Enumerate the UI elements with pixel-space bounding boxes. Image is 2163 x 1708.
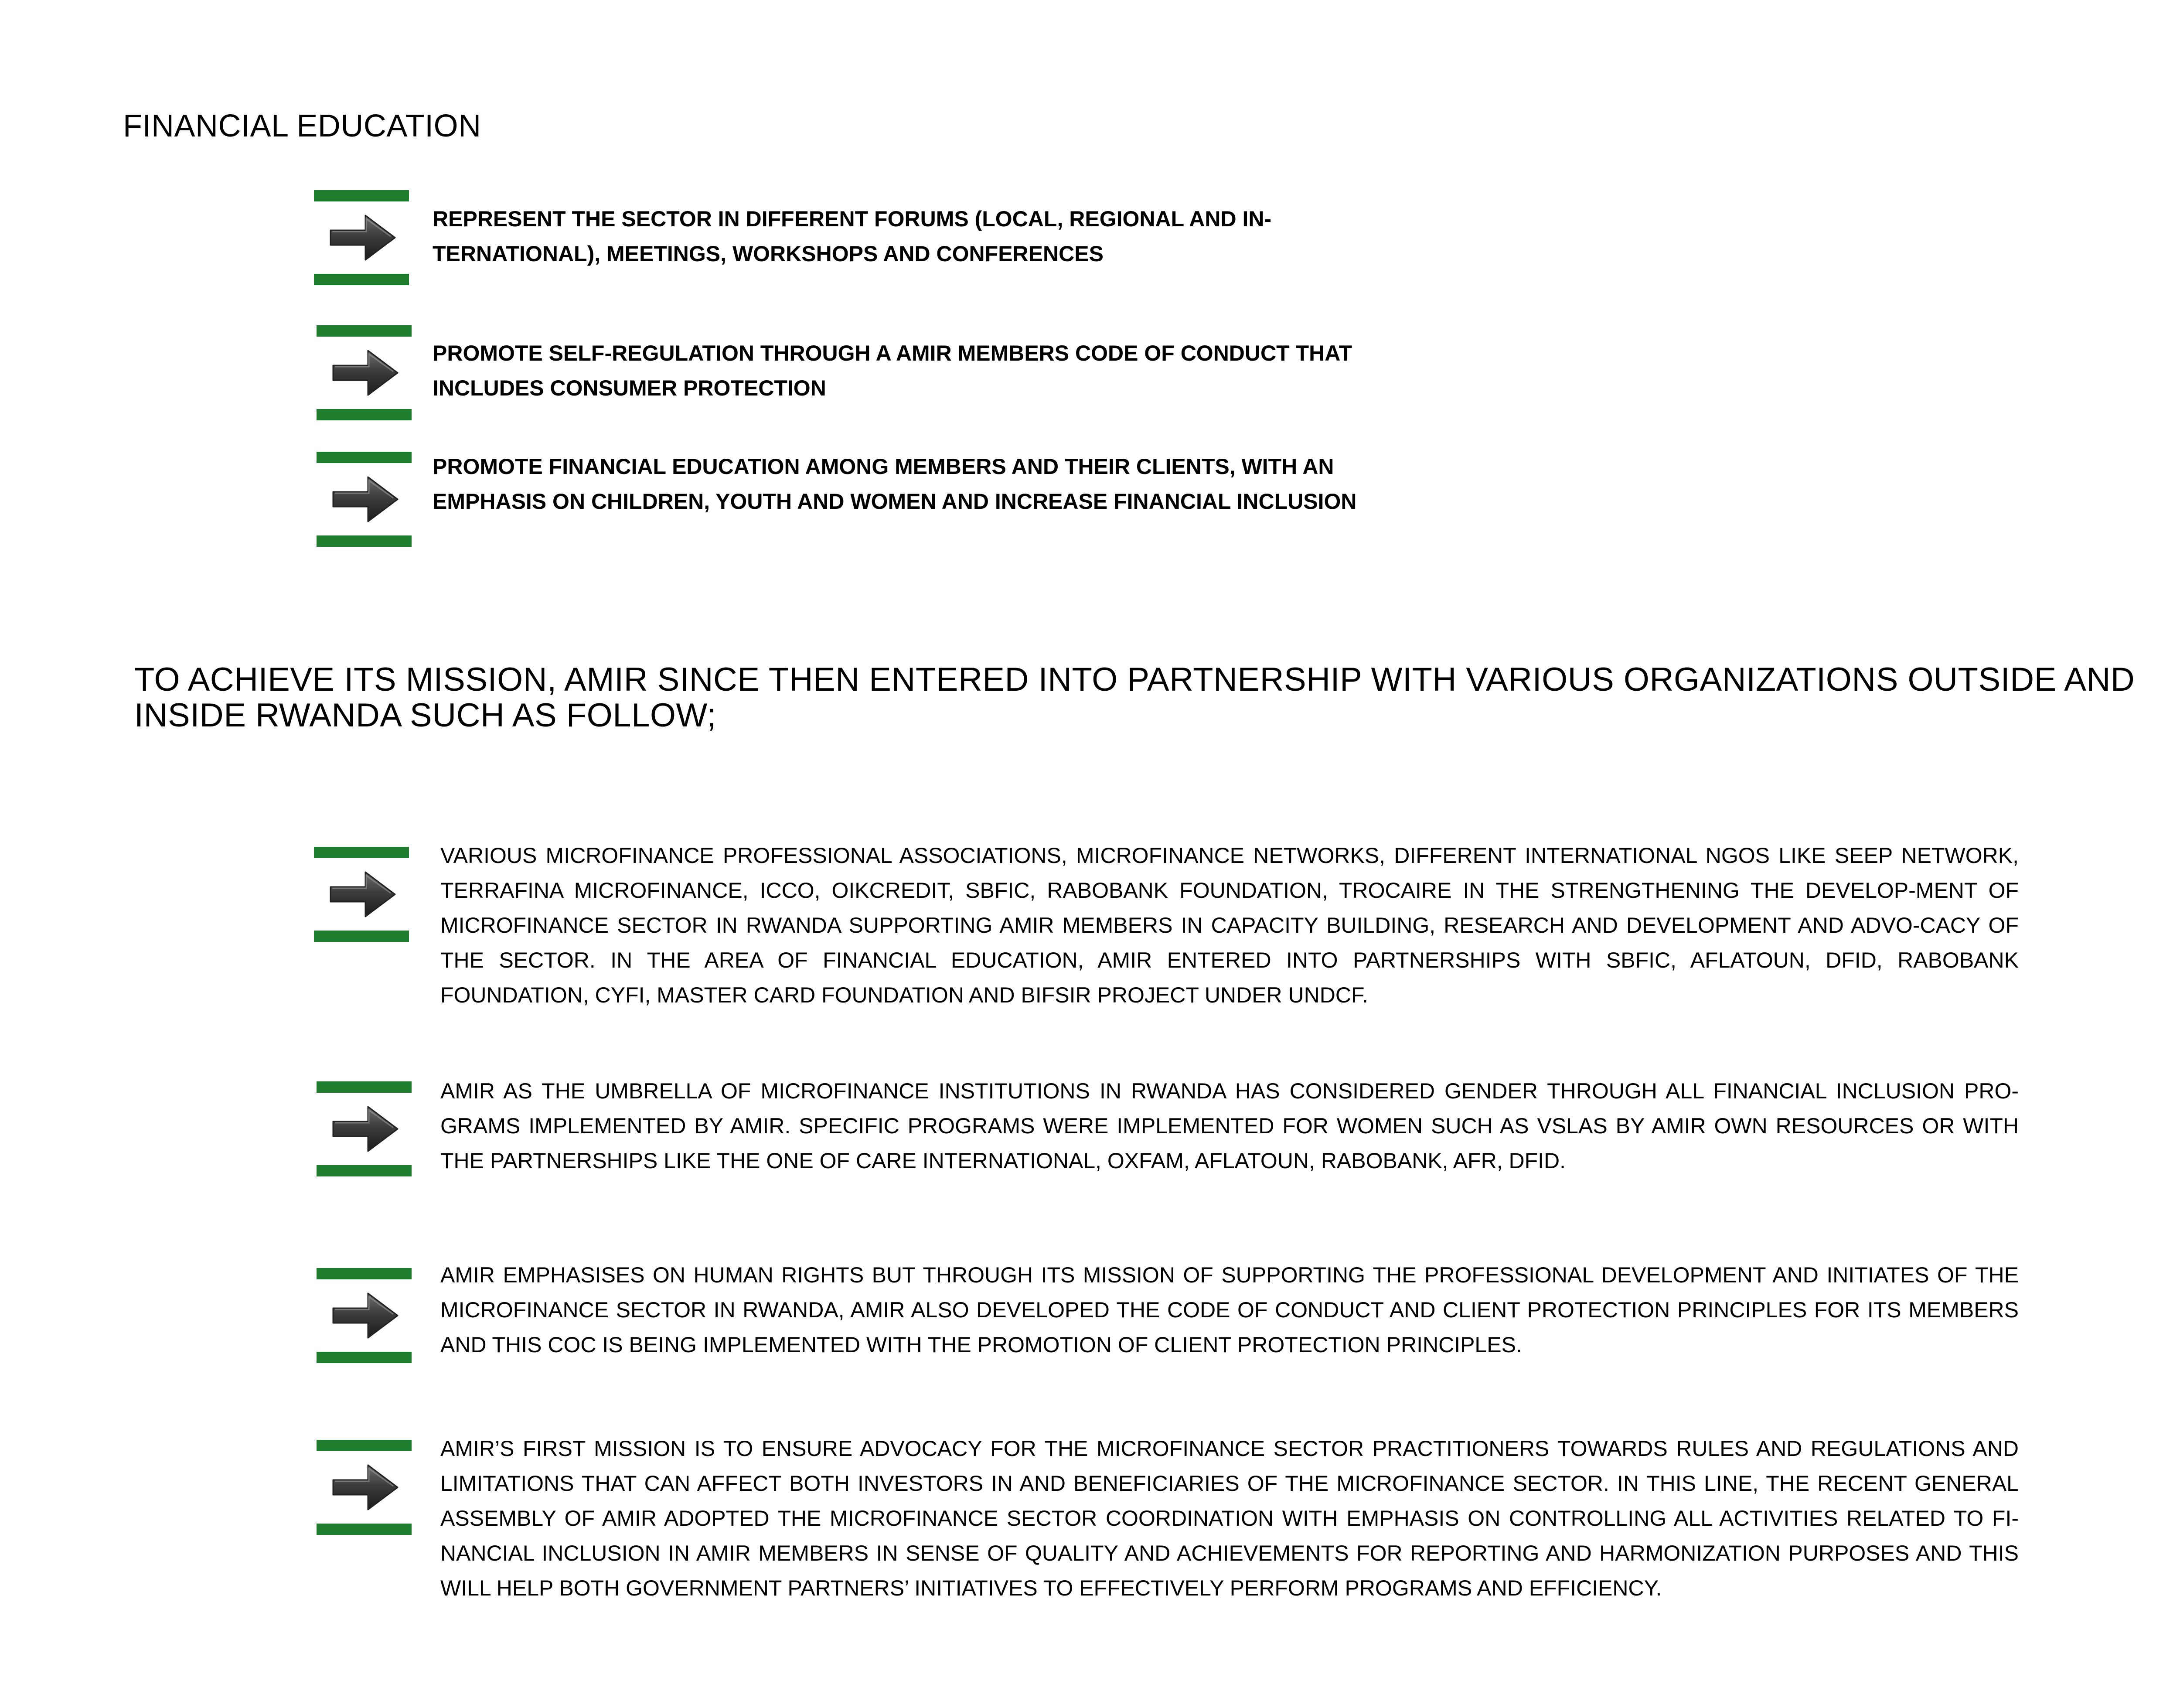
list-item-text: REPRESENT THE SECTOR IN DIFFERENT FORUMS (LOCAL, REGIONAL AND IN-TERNATIONAL), MEETINGS, WORKSHOPS AND CONFERENCES	[433, 207, 1272, 266]
section-title-partnerships: TO ACHIEVE ITS MISSION, AMIR SINCE THEN ENTERED INTO PARTNERSHIP WITH VARIOUS ORGANIZATIONS OUTSIDE AND INSIDE RWANDA SUCH AS FOLLOW;	[134, 661, 2135, 734]
list-item-text: VARIOUS MICROFINANCE PROFESSIONAL ASSOCIATIONS, MICROFINANCE NETWORKS, DIFFERENT INTERNATIONAL NGOS LIKE SEEP NETWORK, TERRAFINA MICROFINANCE, ICCO, OIKCREDIT, SBFIC, RABOBANK FOUNDATION, TROCAIRE IN THE STRENGTHENING THE DEVELOP-MENT OF MICROFINANCE SECTOR IN RWANDA SUPPORTING AMIR MEMBERS IN CAPACITY BUILDING, RESEARCH AND DEVELOPMENT AND ADVO-CACY OF THE SECTOR. IN THE AREA OF FINANCIAL EDUCATION, AMIR ENTERED INTO PARTNERSHIPS WITH SBFIC, AFLATOUN, DFID, RABOBANK FOUNDATION, CYFI, MASTER CARD FOUNDATION AND BIFSIR PROJECT UNDER UNDCF.	[440, 843, 2019, 1007]
arrow-right-icon	[317, 1268, 412, 1363]
list-item-text: PROMOTE SELF-REGULATION THROUGH A AMIR MEMBERS CODE OF CONDUCT THAT INCLUDES CONSUMER PROTECTION	[433, 341, 1352, 400]
list-item-text: AMIR AS THE UMBRELLA OF MICROFINANCE INSTITUTIONS IN RWANDA HAS CONSIDERED GENDER THROUGH ALL FINANCIAL INCLUSION PRO-GRAMS IMPLEMENTED BY AMIR. SPECIFIC PROGRAMS WERE IMPLEMENTED FOR WOMEN SUCH AS VSLAS BY AMIR OWN RESOURCES OR WITH THE PARTNERSHIPS LIKE THE ONE OF CARE INTERNATIONAL, OXFAM, AFLATOUN, RABOBANK, AFR, DFID.	[440, 1079, 2019, 1173]
arrow-right-icon	[317, 325, 412, 420]
arrow-right-icon	[314, 847, 409, 942]
list-item-text: PROMOTE FINANCIAL EDUCATION AMONG MEMBERS AND THEIR CLIENTS, WITH AN EMPHASIS ON CHILDREN, YOUTH AND WOMEN AND INCREASE FINANCIAL INCLUSION	[433, 454, 1357, 514]
section-title-financial-education: FINANCIAL EDUCATION	[123, 109, 481, 143]
arrow-right-icon	[317, 1440, 412, 1535]
arrow-right-icon	[317, 1081, 412, 1176]
list-item-text: AMIR EMPHASISES ON HUMAN RIGHTS BUT THROUGH ITS MISSION OF SUPPORTING THE PROFESSIONAL DEVELOPMENT AND INITIATES OF THE MICROFINANCE SECTOR IN RWANDA, AMIR ALSO DEVELOPED THE CODE OF CONDUCT AND CLIENT PROTECTION PRINCIPLES FOR ITS MEMBERS AND THIS COC IS BEING IMPLEMENTED WITH THE PROMOTION OF CLIENT PROTECTION PRINCIPLES.	[440, 1263, 2019, 1357]
arrow-right-icon	[314, 190, 409, 285]
list-item-text: AMIR’S FIRST MISSION IS TO ENSURE ADVOCACY FOR THE MICROFINANCE SECTOR PRACTITIONERS TOWARDS RULES AND REGULATIONS AND LIMITATIONS THAT CAN AFFECT BOTH INVESTORS IN AND BENEFICIARIES OF THE MICROFINANCE SECTOR. IN THIS LINE, THE RECENT GENERAL ASSEMBLY OF AMIR ADOPTED THE MICROFINANCE SECTOR COORDINATION WITH EMPHASIS ON CONTROLLING ALL ACTIVITIES RELATED TO FI-NANCIAL INCLUSION IN AMIR MEMBERS IN SENSE OF QUALITY AND ACHIEVEMENTS FOR REPORTING AND HARMONIZATION PURPOSES AND THIS WILL HELP BOTH GOVERNMENT PARTNERS’ INITIATIVES TO EFFECTIVELY PERFORM PROGRAMS AND EFFICIENCY.	[440, 1436, 2019, 1600]
arrow-right-icon	[317, 452, 412, 547]
